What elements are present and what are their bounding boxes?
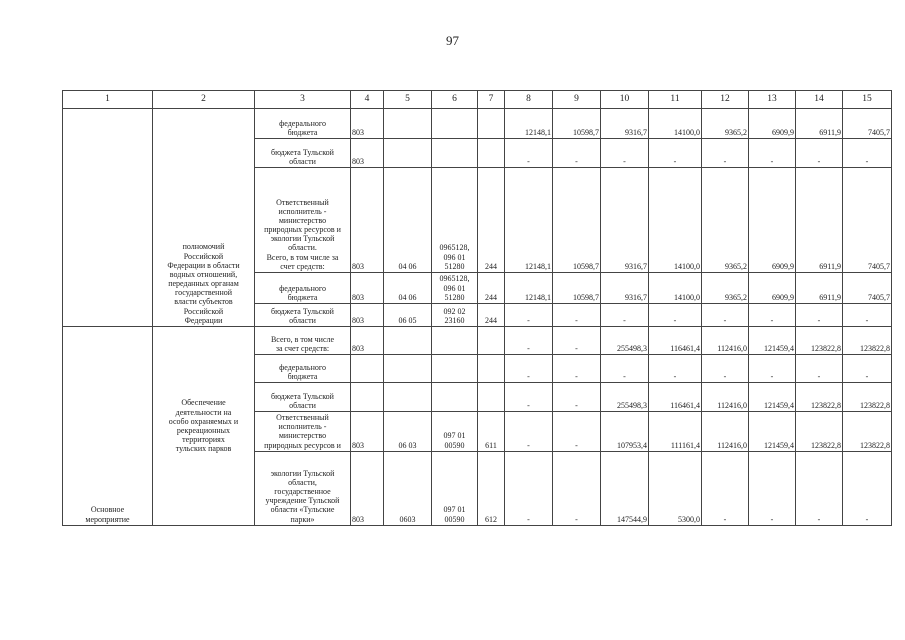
cell-col7: 244 (478, 168, 505, 273)
cell-col10: - (601, 139, 649, 168)
cell-col12: 9365,2 (702, 273, 749, 304)
funding-source: Ответственный исполнитель - министерство природных ресурсов и экологии Тульской области. Всего, в том числе за счет средств: (255, 168, 351, 273)
cell-col13: 6909,9 (749, 168, 796, 273)
cell-col12: - (702, 139, 749, 168)
cell-col14: 123822,8 (796, 383, 843, 412)
cell-col8: - (505, 139, 553, 168)
cell-col4: 803 (351, 168, 384, 273)
cell-col5: 04 06 (384, 273, 432, 304)
header-cell: 12 (702, 91, 749, 109)
budget-table (62, 90, 892, 526)
cell-col5 (384, 109, 432, 139)
header-cell: 1 (63, 91, 153, 109)
cell-col4: 803 (351, 451, 384, 525)
cell-col15: - (843, 139, 892, 168)
cell-col10: 9316,7 (601, 168, 649, 273)
cell-col10: - (601, 355, 649, 383)
funding-source: бюджета Тульской области (255, 383, 351, 412)
cell-col7 (478, 327, 505, 355)
cell-col8: - (505, 304, 553, 327)
cell-col13: 121459,4 (749, 327, 796, 355)
cell-col14: - (796, 355, 843, 383)
header-cell: 9 (553, 91, 601, 109)
cell-col12: - (702, 355, 749, 383)
cell-col7: 244 (478, 304, 505, 327)
header-cell: 14 (796, 91, 843, 109)
header-cell: 4 (351, 91, 384, 109)
header-cell: 11 (649, 91, 702, 109)
cell-col9: - (553, 355, 601, 383)
cell-col8: 12148,1 (505, 168, 553, 273)
cell-col13: 6909,9 (749, 109, 796, 139)
cell-col4: 803 (351, 412, 384, 452)
cell-col4: 803 (351, 304, 384, 327)
funding-source: федерального бюджета (255, 109, 351, 139)
cell-col12: - (702, 304, 749, 327)
cell-col10: - (601, 304, 649, 327)
cell-col12: 112416,0 (702, 327, 749, 355)
cell-col6: 097 01 00590 (432, 412, 478, 452)
cell-col11: 5300,0 (649, 451, 702, 525)
cell-col13: - (749, 304, 796, 327)
cell-col10: 107953,4 (601, 412, 649, 452)
table-row (63, 109, 892, 139)
cell-col5 (384, 383, 432, 412)
cell-col6 (432, 327, 478, 355)
cell-col13: 6909,9 (749, 273, 796, 304)
cell-col8: - (505, 327, 553, 355)
cell-col9: - (553, 412, 601, 452)
cell-col5: 06 03 (384, 412, 432, 452)
cell-col15: - (843, 451, 892, 525)
cell-col13: - (749, 451, 796, 525)
cell-col11: - (649, 304, 702, 327)
cell-col4: 803 (351, 109, 384, 139)
cell-col6: 0965128, 096 01 51280 (432, 273, 478, 304)
cell-col6: 0965128, 096 01 51280 (432, 168, 478, 273)
cell-col14: 123822,8 (796, 412, 843, 452)
cell-col8: 12148,1 (505, 273, 553, 304)
cell-col11: 116461,4 (649, 327, 702, 355)
cell-col14: 6911,9 (796, 273, 843, 304)
cell-col10: 147544,9 (601, 451, 649, 525)
cell-col15: 123822,8 (843, 327, 892, 355)
funding-source: Всего, в том числе за счет средств: (255, 327, 351, 355)
cell-col9: - (553, 451, 601, 525)
cell-col7: 612 (478, 451, 505, 525)
cell-col4: 803 (351, 327, 384, 355)
header-cell: 3 (255, 91, 351, 109)
cell-col14: 6911,9 (796, 168, 843, 273)
row-group-label (63, 109, 153, 327)
cell-col9: 10598,7 (553, 109, 601, 139)
cell-col13: - (749, 355, 796, 383)
cell-col12: 9365,2 (702, 168, 749, 273)
cell-col15: 7405,7 (843, 273, 892, 304)
cell-col12: - (702, 451, 749, 525)
row-group-description: Обеспечение деятельности на особо охраняемых и рекреационных территориях тульских парков (153, 327, 255, 526)
cell-col13: 121459,4 (749, 412, 796, 452)
cell-col9: 10598,7 (553, 168, 601, 273)
cell-col7 (478, 383, 505, 412)
cell-col11: 116461,4 (649, 383, 702, 412)
header-cell: 7 (478, 91, 505, 109)
cell-col13: 121459,4 (749, 383, 796, 412)
cell-col11: 111161,4 (649, 412, 702, 452)
cell-col14: - (796, 451, 843, 525)
cell-col6 (432, 109, 478, 139)
cell-col7 (478, 355, 505, 383)
cell-col5: 04 06 (384, 168, 432, 273)
cell-col15: 7405,7 (843, 109, 892, 139)
cell-col8: - (505, 383, 553, 412)
cell-col7: 244 (478, 273, 505, 304)
cell-col11: 14100,0 (649, 109, 702, 139)
header-cell: 2 (153, 91, 255, 109)
cell-col15: - (843, 355, 892, 383)
funding-source: федерального бюджета (255, 355, 351, 383)
cell-col11: - (649, 355, 702, 383)
cell-col14: 6911,9 (796, 109, 843, 139)
cell-col4 (351, 355, 384, 383)
cell-col9: - (553, 304, 601, 327)
cell-col14: - (796, 139, 843, 168)
cell-col5: 0603 (384, 451, 432, 525)
cell-col13: - (749, 139, 796, 168)
cell-col11: 14100,0 (649, 168, 702, 273)
funding-source: федерального бюджета (255, 273, 351, 304)
cell-col10: 9316,7 (601, 109, 649, 139)
cell-col8: - (505, 412, 553, 452)
funding-source: Ответственный исполнитель - министерство природных ресурсов и (255, 412, 351, 452)
row-group-description: полномочий Российской Федерации в области водных отношений, переданных органам государственной власти субъектов Российской Федерации (153, 109, 255, 327)
cell-col15: - (843, 304, 892, 327)
cell-col11: - (649, 139, 702, 168)
cell-col6: 097 01 00590 (432, 451, 478, 525)
cell-col5: 06 05 (384, 304, 432, 327)
funding-source: экологии Тульской области, государственное учреждение Тульской области «Тульские парки» (255, 451, 351, 525)
cell-col6 (432, 383, 478, 412)
cell-col12: 9365,2 (702, 109, 749, 139)
table-row (63, 327, 892, 355)
header-cell: 13 (749, 91, 796, 109)
cell-col7 (478, 109, 505, 139)
cell-col8: - (505, 355, 553, 383)
cell-col6 (432, 139, 478, 168)
funding-source: бюджета Тульской области (255, 304, 351, 327)
cell-col11: 14100,0 (649, 273, 702, 304)
cell-col9: - (553, 327, 601, 355)
header-cell: 10 (601, 91, 649, 109)
cell-col10: 255498,3 (601, 327, 649, 355)
header-cell: 8 (505, 91, 553, 109)
funding-source: бюджета Тульской области (255, 139, 351, 168)
cell-col9: 10598,7 (553, 273, 601, 304)
cell-col6: 092 02 23160 (432, 304, 478, 327)
cell-col8: 12148,1 (505, 109, 553, 139)
cell-col12: 112416,0 (702, 383, 749, 412)
cell-col15: 123822,8 (843, 383, 892, 412)
cell-col7 (478, 139, 505, 168)
cell-col5 (384, 327, 432, 355)
cell-col15: 123822,8 (843, 412, 892, 452)
measure-type-label: Основное мероприятие (63, 327, 153, 526)
cell-col4 (351, 383, 384, 412)
cell-col14: - (796, 304, 843, 327)
cell-col9: - (553, 139, 601, 168)
cell-col10: 255498,3 (601, 383, 649, 412)
cell-col5 (384, 139, 432, 168)
header-cell: 15 (843, 91, 892, 109)
cell-col9: - (553, 383, 601, 412)
cell-col6 (432, 355, 478, 383)
cell-col4: 803 (351, 139, 384, 168)
cell-col15: 7405,7 (843, 168, 892, 273)
page-number: 97 (446, 33, 459, 48)
cell-col14: 123822,8 (796, 327, 843, 355)
cell-col10: 9316,7 (601, 273, 649, 304)
header-cell: 5 (384, 91, 432, 109)
cell-col8: - (505, 451, 553, 525)
cell-col7: 611 (478, 412, 505, 452)
cell-col12: 112416,0 (702, 412, 749, 452)
cell-col4: 803 (351, 273, 384, 304)
cell-col5 (384, 355, 432, 383)
header-cell: 6 (432, 91, 478, 109)
header-row (63, 91, 892, 109)
